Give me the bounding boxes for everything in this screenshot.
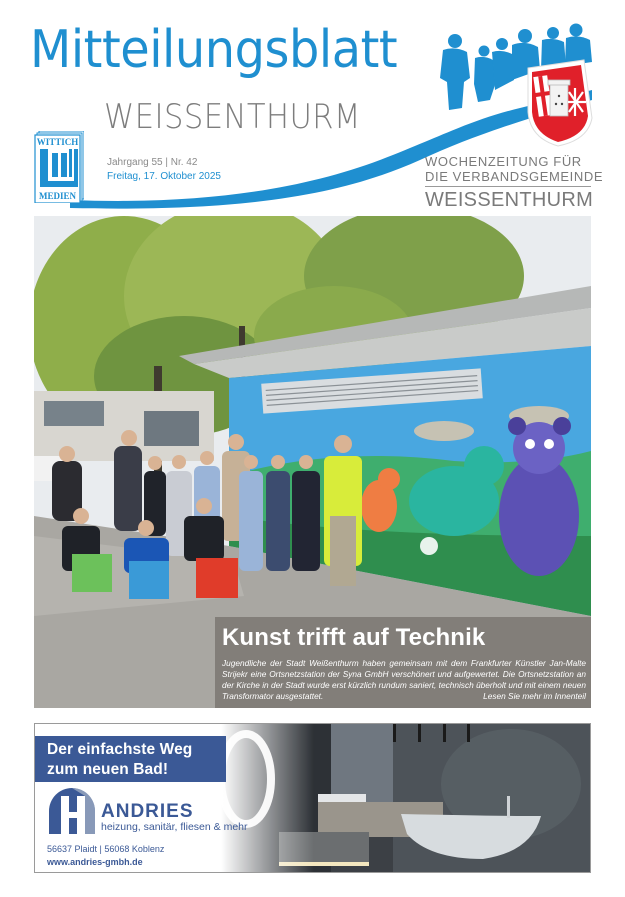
publication-title: Mitteilungsblatt	[30, 20, 398, 80]
coat-of-arms-icon	[528, 60, 592, 146]
andries-logo-icon	[47, 786, 97, 836]
ad-tagline: heizung, sanitär, fliesen & mehr	[101, 821, 248, 833]
cover-story-caption	[215, 617, 591, 708]
ad-headline-line-1: Der einfachste Weg	[47, 741, 193, 758]
publication-town: WEISSENTHURM	[104, 97, 361, 137]
masthead	[0, 0, 625, 212]
issue-number: Jahrgang 55 | Nr. 42	[107, 157, 198, 168]
ad-headline-line-2: zum neuen Bad!	[47, 761, 169, 778]
svg-text:WITTICH: WITTICH	[36, 137, 79, 147]
cover-photo	[34, 216, 591, 708]
subtitle-line-3: WEISSENTHURM	[425, 189, 594, 211]
cover-story-headline: Kunst trifft auf Technik	[222, 624, 486, 651]
andries-advertisement[interactable]	[34, 723, 591, 873]
subtitle-line-1: WOCHENZEITUNG FÜR	[425, 154, 582, 169]
ad-address: 56637 Plaidt | 56068 Koblenz	[47, 844, 165, 854]
read-more-link[interactable]: Lesen Sie mehr im Innenteil	[483, 691, 586, 701]
subtitle-divider	[425, 186, 591, 187]
subtitle-line-2: DIE VERBANDSGEMEINDE	[425, 169, 604, 184]
bathroom-photo	[221, 724, 591, 873]
masthead-subtitle	[425, 154, 604, 211]
wittich-medien-logo	[34, 131, 84, 203]
issue-date: Freitag, 17. Oktober 2025	[107, 171, 221, 182]
ad-website-link[interactable]: www.andries-gmbh.de	[47, 857, 143, 867]
svg-text:MEDIEN: MEDIEN	[38, 191, 77, 201]
cover-story-body: Jugendliche der Stadt Weißenthurm haben gemeinsam mit dem Frankfurter Künstler Jan-Malte Strijekr eine Ortsnetzstation der Syna GmbH verschönert und aufgewertet. Die Ortsnetzstation an der Kirche in der Stadt wurde erst kürzlich rundum saniert, technisch überholt und mit einem neuen Transformator ausgestattet.	[222, 658, 586, 701]
cover-story-text	[222, 658, 586, 702]
ad-headline-banner	[35, 736, 226, 782]
ad-brand-name: ANDRIES	[101, 801, 194, 822]
